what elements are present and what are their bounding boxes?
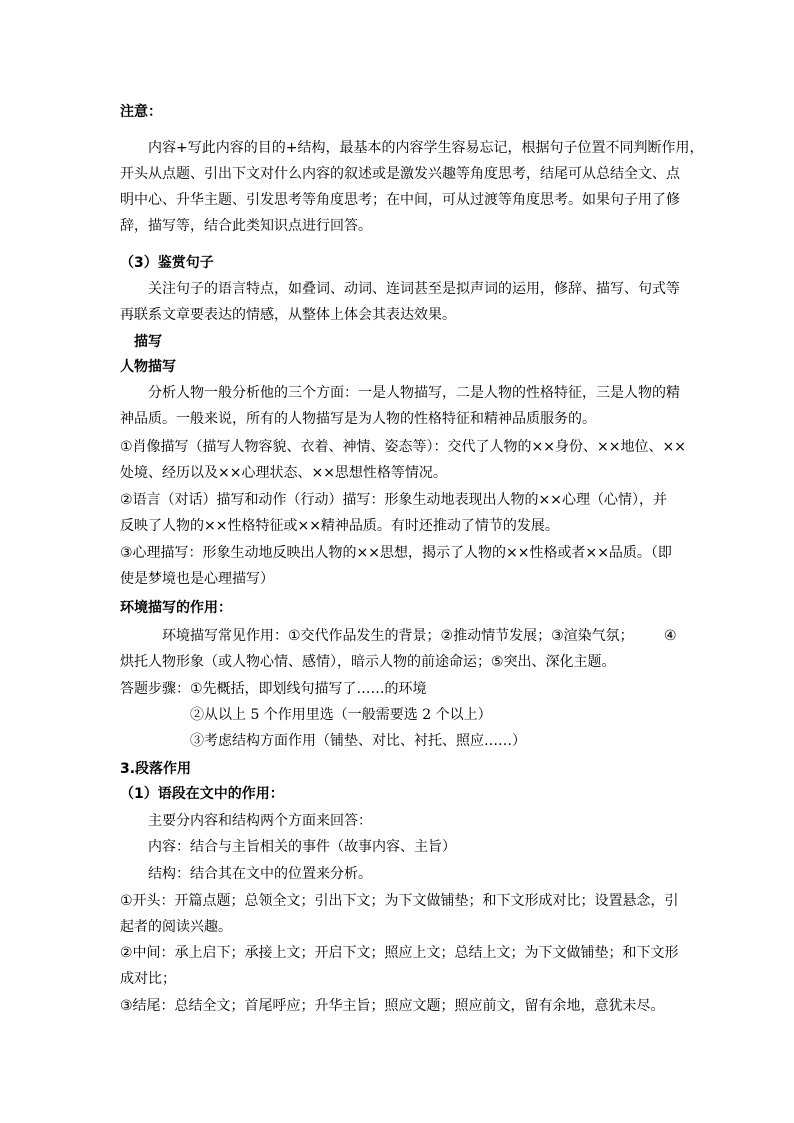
paragraph-line: 辞，描写等，结合此类知识点进行回答。: [120, 218, 372, 234]
paragraph-line: 反映了人物的××性格特征或××精神品质。有时还推动了情节的发展。: [120, 518, 559, 534]
paragraph-line: 内容：结合与主旨相关的事件（故事内容、主旨）: [148, 839, 456, 855]
paragraph-line: 明中心、升华主题、引发思考等角度思考；在中间，可从过渡等角度思考。如果句子用了修: [120, 192, 680, 208]
paragraph-line: 开头从点题、引出下文对什么内容的叙述或是激发兴趣等角度思考，结尾可从总结全文、点: [120, 166, 680, 182]
paragraph-line: 成对比；: [120, 971, 176, 987]
paragraph-line: 使是梦境也是心理描写）: [120, 571, 274, 587]
heading-character-description: 人物描写: [120, 359, 176, 375]
paragraph-line: 结构：结合其在文中的位置来分析。: [148, 866, 372, 882]
paragraph-line: 主要分内容和结构两个方面来回答：: [148, 813, 372, 829]
heading-paragraph-role: （1）语段在文中的作用：: [120, 786, 284, 802]
paragraph-line: 处境、经历以及××心理状态、××思想性格等情况。: [120, 465, 447, 481]
paragraph-line: ②语言（对话）描写和动作（行动）描写：形象生动地表现出人物的××心理（心情），并: [120, 492, 668, 508]
heading-environment-description: 环境描写的作用：: [120, 600, 232, 616]
paragraph-line: 烘托人物形象（或人物心情、感情），暗示人物的前途命运；⑤突出、深化主题。: [120, 654, 616, 670]
heading-note: 注意：: [120, 104, 162, 120]
paragraph-line: 再联系文章要表达的情感，从整体上体会其表达效果。: [120, 307, 456, 323]
paragraph-line: ②从以上 5 个作用里选（一般需要选 2 个以上）: [190, 707, 492, 723]
paragraph-line: 环境描写常见作用：①交代作品发生的背景；②推动情节发展；③渲染气氛；: [162, 628, 634, 644]
paragraph-line: ④: [664, 628, 677, 644]
heading-appreciate-sentences: （3）鉴赏句子: [120, 255, 214, 271]
paragraph-line: ③考虑结构方面作用（铺垫、对比、衬托、照应……）: [190, 733, 526, 749]
paragraph-line: ③心理描写：形象生动地反映出人物的××思想，揭示了人物的××性格或者××品质。（即: [120, 545, 672, 561]
paragraph-line: 神品质。一般来说，所有的人物描写是为人物的性格特征和精神品质服务的。: [120, 411, 596, 427]
heading-description: 描写: [134, 334, 162, 350]
paragraph-line: 内容+写此内容的目的+结构，最基本的内容学生容易忘记，根据句子位置不同判断作用，: [148, 140, 704, 156]
paragraph-line: ②中间：承上启下；承接上文；开启下文；照应上文；总结上文；为下文做铺垫；和下文形: [120, 945, 679, 961]
paragraph-line: ③结尾：总结全文；首尾呼应；升华主旨；照应文题；照应前文，留有余地，意犹未尽。: [120, 998, 665, 1014]
paragraph-line: 起者的阅读兴趣。: [120, 919, 232, 935]
heading-paragraph-function: 3.段落作用: [120, 761, 192, 777]
paragraph-line: 答题步骤：①先概括，即划线句描写了……的环境: [120, 681, 427, 697]
paragraph-line: 分析人物一般分析他的三个方面：一是人物描写，二是人物的性格特征，三是人物的精: [148, 385, 680, 401]
paragraph-line: ①开头：开篇点题；总领全文；引出下文；为下文做铺垫；和下文形成对比；设置悬念，引: [120, 893, 679, 909]
paragraph-line: 关注句子的语言特点，如叠词、动词、连词甚至是拟声词的运用，修辞、描写、句式等: [148, 281, 680, 297]
paragraph-line: ①肖像描写（描写人物容貌、衣着、神情、姿态等）：交代了人物的××身份、××地位、××: [120, 439, 686, 455]
